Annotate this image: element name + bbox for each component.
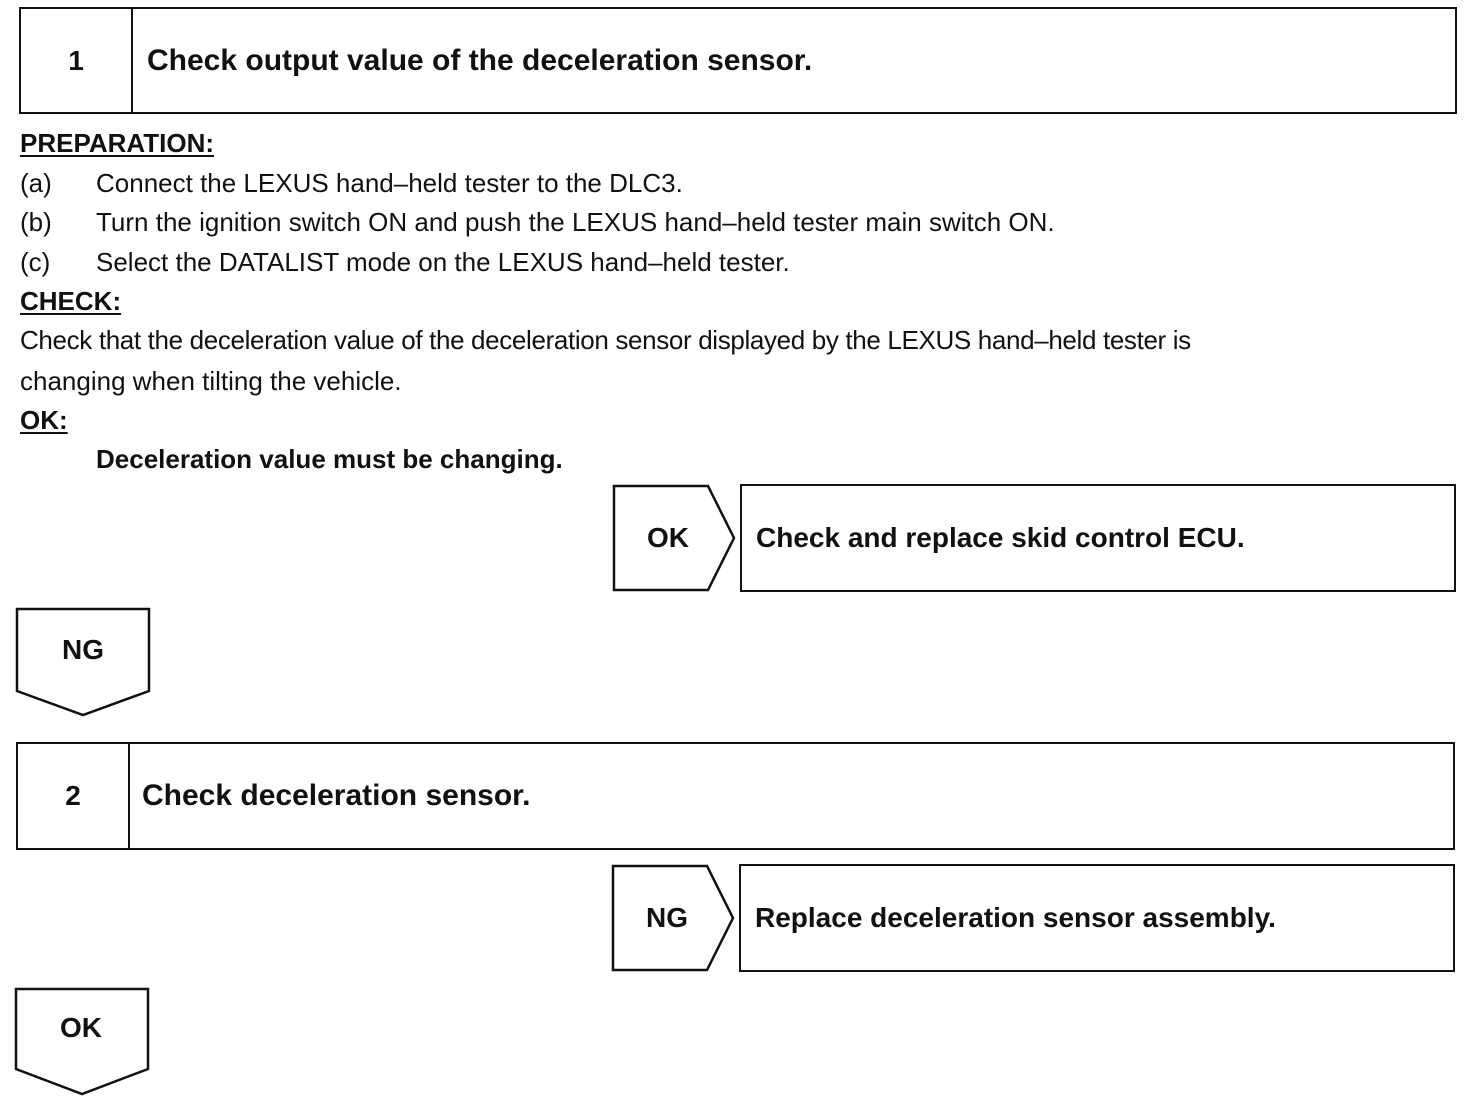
preparation-item-text: Connect the LEXUS hand–held tester to the DLC3. — [96, 168, 683, 198]
ok-down-arrow — [14, 987, 152, 1099]
ok-branch-result-box: Check and replace skid control ECU. — [740, 484, 1456, 592]
ng-branch-label: NG — [646, 902, 688, 933]
preparation-item-text: Turn the ignition switch ON and push the LEXUS hand–held tester main switch ON. — [96, 207, 1055, 237]
step-2-number: 2 — [18, 744, 130, 848]
preparation-item-label: (a) — [20, 168, 52, 198]
check-text-line-1: Check that the deceleration value of the deceleration sensor displayed by the LEXUS hand–held tester is — [20, 325, 1191, 355]
check-heading: CHECK: — [20, 286, 122, 316]
ok-down-label: OK — [60, 1012, 102, 1043]
ng-branch-arrow — [611, 864, 737, 972]
preparation-item-text: Select the DATALIST mode on the LEXUS hand–held tester. — [96, 247, 790, 277]
step-2-box — [16, 742, 1455, 850]
preparation-heading: PREPARATION: — [20, 128, 215, 158]
step-1-title: Check output value of the deceleration sensor. — [147, 43, 813, 77]
ng-branch-result-box: Replace deceleration sensor assembly. — [739, 864, 1455, 972]
ok-heading: OK: — [20, 405, 68, 435]
preparation-item-b — [20, 207, 1440, 241]
preparation-item-c — [20, 247, 1440, 281]
ng-down-label: NG — [62, 634, 104, 665]
ok-branch-label: OK — [647, 522, 689, 553]
step-2-title: Check deceleration sensor. — [142, 779, 531, 812]
preparation-item-label: (b) — [20, 207, 52, 237]
preparation-item-a — [20, 168, 1440, 202]
ok-branch-arrow — [612, 484, 738, 592]
step-1-number: 1 — [21, 9, 133, 112]
preparation-item-label: (c) — [20, 247, 51, 277]
step-1-box — [19, 7, 1457, 114]
check-text-line-2: changing when tilting the vehicle. — [20, 366, 402, 396]
ok-spec-text: Deceleration value must be changing. — [96, 444, 563, 474]
ng-down-arrow — [15, 607, 153, 719]
